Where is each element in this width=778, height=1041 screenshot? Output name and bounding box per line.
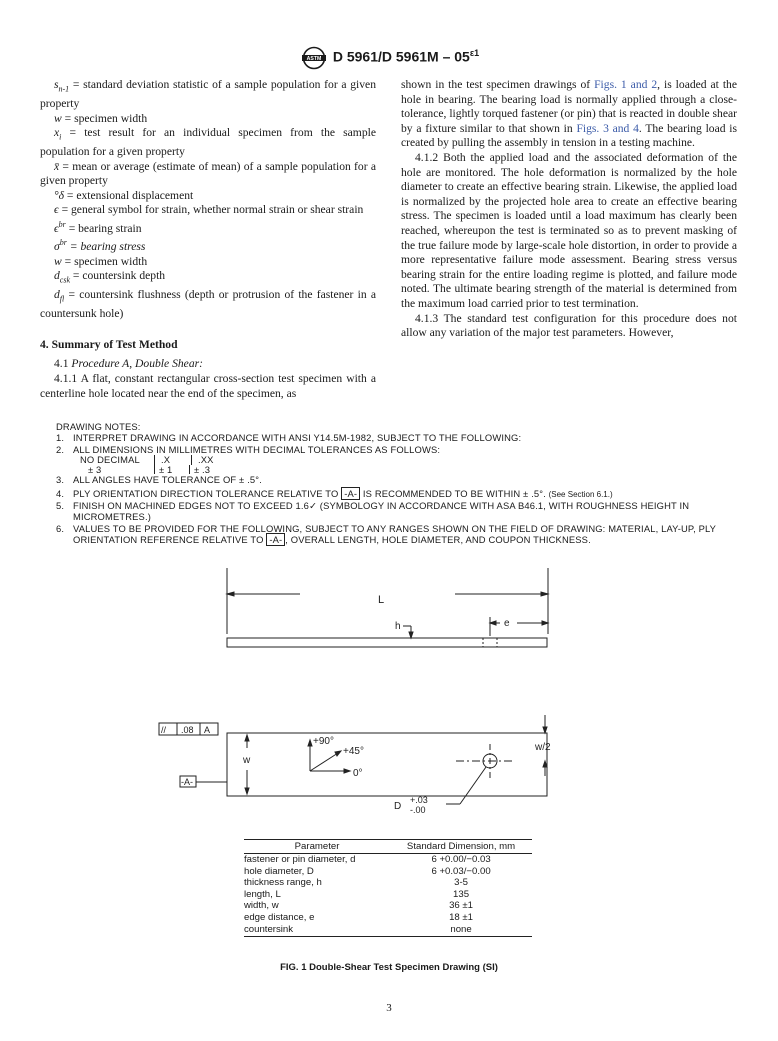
note-4: 4. PLY ORIENTATION DIRECTION TOLERANCE RELATIVE TO -A- IS RECOMMENDED TO BE WITHIN ± .5°. (See Section 6.1.): [56, 487, 613, 499]
w-half-label: w/2: [535, 742, 551, 753]
table-row: [244, 912, 532, 924]
paragraph-4-1-3: 4.1.3 The standard test configuration for this procedure does not allow any variation of the major test parameters. However,: [401, 311, 737, 340]
definition-item: $\epsilon^{br}$ = bearing strain: [54, 219, 142, 235]
table-row: [244, 854, 532, 866]
note-3: 3. ALL ANGLES HAVE TOLERANCE OF ± .5°.: [56, 474, 262, 486]
drawing-notes: [56, 421, 728, 546]
specimen-side-view: [227, 638, 547, 647]
tolerance-table: NO DECIMAL .X .XX ± 3 ± 1 ± .3: [80, 454, 214, 475]
parameter-table: [244, 839, 532, 937]
angle-90-label: +90°: [313, 736, 334, 747]
note-1: 1. INTERPRET DRAWING IN ACCORDANCE WITH ANSI Y14.5M-1982, SUBJECT TO THE FOLLOWING:: [56, 432, 522, 444]
page-number: 3: [386, 1002, 392, 1014]
svg-text:A: A: [204, 725, 211, 735]
paragraph-4-1-2: 4.1.2 Both the applied load and the associated deformation of the hole are monitored. The hole deformation is normalized by the hole diameter to create an effective bearing strain. Likewise, the applied load is normalized by the projected hole area to create an effective bearing stress. The specimen is loaded until a load maximum has clearly been reached, whereupon the test is terminated so as to prevent masking of the true failure mode by large-scale hole distortion, in order to provide a more representative failure mode assessment. Bearing stress versus bearing strain for the entire loading regime is plotted, and failure mode noted. The ultimate bearing strength of the material is determined from the maximum load carried prior to test termination.: [401, 150, 737, 310]
table-row: [244, 877, 532, 889]
specimen-drawing: [0, 560, 778, 842]
note-2: 2. ALL DIMENSIONS IN MILLIMETRES WITH DECIMAL TOLERANCES AS FOLLOWS:: [56, 443, 441, 455]
table-header-parameter: Parameter: [244, 840, 390, 854]
symbol-definitions: [40, 78, 376, 322]
d-label: D: [394, 801, 402, 812]
table-header-dimension: Standard Dimension, mm: [390, 840, 532, 854]
definition-item: $d_{csk}$ = countersink depth: [54, 269, 166, 285]
table-row: [244, 866, 532, 878]
figs-3-4-link[interactable]: Figs. 3 and 4: [576, 121, 639, 135]
svg-text:-A-: -A-: [181, 777, 193, 787]
angle-45-label: +45°: [343, 746, 364, 757]
w-label: w: [243, 755, 251, 766]
dimension-cell: none: [390, 924, 532, 937]
parameter-cell: hole diameter, D: [244, 865, 314, 877]
h-label: h: [395, 621, 401, 632]
dimension-cell: 18 ±1: [449, 911, 474, 923]
table-row: [244, 924, 532, 937]
right-column: [401, 78, 737, 341]
ply-45-axis: [310, 753, 338, 771]
dimension-cell: 36 ±1: [449, 900, 474, 912]
svg-text:.08: .08: [181, 725, 194, 735]
parameter-cell: width, w: [244, 900, 279, 912]
standard-designation: D 5961/D 5961M – 05: [332, 48, 470, 65]
section-title: 4. Summary of Test Method: [40, 337, 178, 351]
document-header: [0, 46, 778, 70]
paragraph-continued: shown in the test specimen drawings of Figs. 1 and 2, is loaded at the hole in bearing. The bearing load is normally applied through a close-tolerance, lightly torqued fastener (or pin) that is reacted in double shear by a fixture similar to that shown in Figs. 3 and 4. The bearing load is created by pulling the assembly in tension in a testing machine.: [401, 78, 738, 150]
definition-item: °δ = extensional displacement: [54, 188, 194, 202]
paragraph-4-1: 4.1 Procedure A, Double Shear:: [54, 357, 203, 371]
definition-item: x̄ = mean or average (estimate of mean) of a sample population for a given property: [40, 159, 376, 188]
dimension-cell: 135: [453, 888, 470, 900]
astm-logo-icon: [299, 46, 329, 70]
parameter-cell: fastener or pin diameter, d: [244, 854, 356, 865]
svg-text:+.03: +.03: [410, 795, 428, 805]
parameter-cell: thickness range, h: [244, 877, 322, 889]
angle-0-label: 0°: [353, 768, 363, 779]
e-label: e: [504, 618, 510, 629]
parameter-cell: countersink: [244, 924, 390, 937]
dimension-cell: 6 +0.03/−0.00: [431, 865, 491, 877]
dimension-cell: 6 +0.00/−0.03: [431, 854, 491, 865]
svg-text:ASTM: ASTM: [306, 56, 322, 62]
definition-item: $d_{fl}$ = countersink flushness (depth or protrusion of the fastener in a countersunk hole): [40, 288, 376, 321]
notes-title: DRAWING NOTES:: [56, 421, 141, 432]
parameter-cell: edge distance, e: [244, 911, 315, 923]
note-6: 6. VALUES TO BE PROVIDED FOR THE FOLLOWING, SUBJECT TO ANY RANGES SHOWN ON THE FIELD OF DRAWING: MATERIAL, LAY-UP, PLY ORIENTATION REFERENCE RELATIVE TO -A- , OVERALL LENGTH, HOLE DIAMETER, AND COUPON THICKNESS.: [56, 522, 716, 546]
definition-item: ϵ = general symbol for strain, whether normal strain or shear strain: [54, 203, 364, 217]
paragraph-4-1-1: 4.1.1 A flat, constant rectangular cross-section test specimen with a centerline hole located near the end of the specimen, as: [40, 372, 376, 400]
datum-a-box: -A-: [341, 487, 360, 500]
left-column: [40, 78, 376, 401]
table-row: [244, 900, 532, 912]
definition-item: w = specimen width: [54, 111, 148, 125]
figure-caption: FIG. 1 Double-Shear Test Specimen Drawing (SI): [280, 962, 498, 973]
definition-item: $x_i$ = test result for an individual specimen from the sample population for a given property: [40, 126, 376, 158]
specimen-top-view: [227, 733, 547, 796]
dimension-cell: 3-5: [454, 877, 468, 889]
svg-text:-.00: -.00: [410, 805, 426, 815]
table-row: [244, 889, 532, 901]
note-5: 5. FINISH ON MACHINED EDGES NOT TO EXCEED 1.6✓ (SYMBOLOGY IN ACCORDANCE WITH ASA B46.1, WITH ROUGHNESS HEIGHT IN MICROMETRES.): [56, 500, 690, 523]
datum-a-box-2: -A-: [266, 533, 285, 546]
definition-item: $\sigma^{br}$ = bearing stress: [54, 238, 146, 254]
definition-item: w = specimen width: [54, 254, 148, 268]
epsilon-superscript: ε1: [469, 48, 480, 59]
parameter-cell: length, L: [244, 888, 281, 900]
l-label: L: [378, 594, 385, 606]
svg-text://: //: [161, 725, 167, 735]
definition-item: $s_{n-1}$ = standard deviation statistic of a sample population for a given property: [40, 78, 376, 110]
figs-1-2-link[interactable]: Figs. 1 and 2: [594, 78, 658, 91]
